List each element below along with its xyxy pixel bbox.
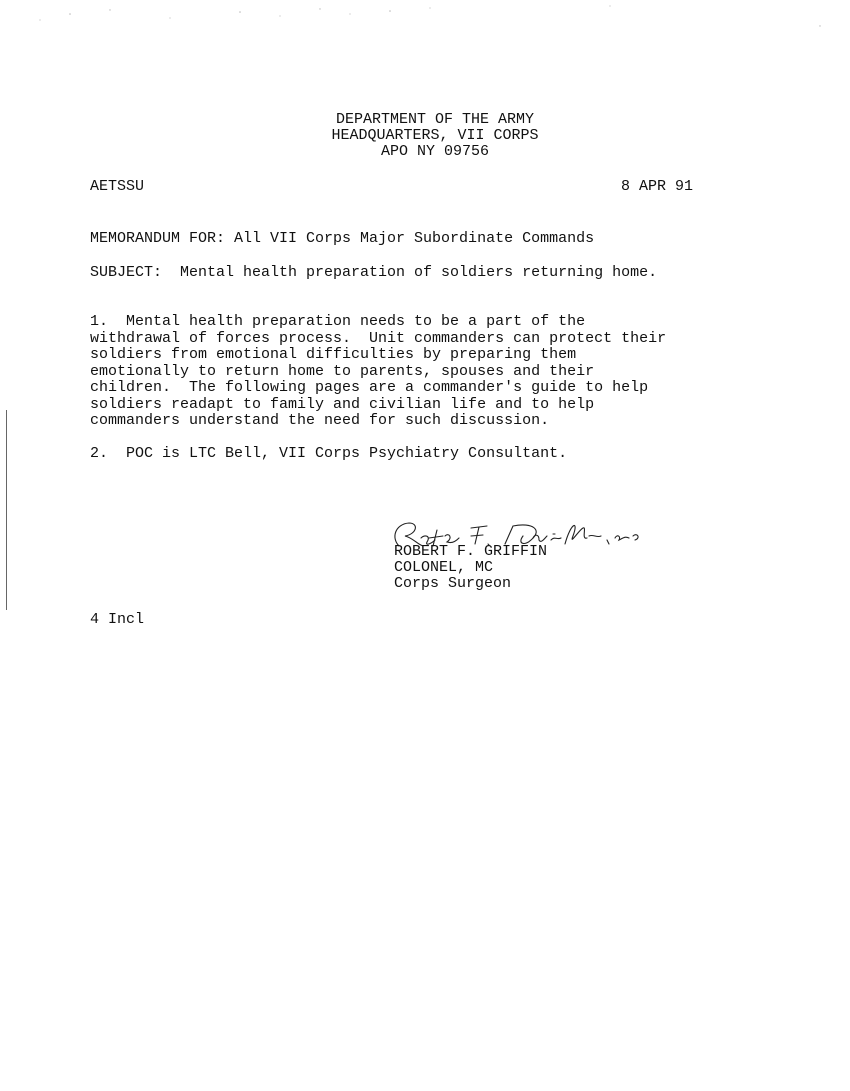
paragraph-1-line: commanders understand the need for such discussion. bbox=[90, 412, 550, 429]
memorandum-for: MEMORANDUM FOR: All VII Corps Major Subordinate Commands bbox=[90, 230, 595, 247]
letterhead bbox=[300, 112, 570, 160]
letterhead-department: DEPARTMENT OF THE ARMY bbox=[335, 111, 535, 128]
paragraph-1-line: 1. Mental health preparation needs to be a part of the bbox=[90, 313, 586, 330]
paragraph-1-line: children. The following pages are a commander's guide to help bbox=[90, 379, 649, 396]
signature-block bbox=[394, 544, 547, 592]
paragraph-1-line: soldiers from emotional difficulties by preparing them bbox=[90, 346, 577, 363]
subject-line: SUBJECT: Mental health preparation of soldiers returning home. bbox=[90, 264, 658, 281]
office-symbol: AETSSU bbox=[90, 178, 145, 195]
enclosures: 4 Incl bbox=[90, 611, 145, 628]
memo-date: 8 APR 91 bbox=[621, 178, 694, 195]
scan-noise-graphic bbox=[0, 0, 850, 40]
paragraph-1-line: emotionally to return home to parents, spouses and their bbox=[90, 362, 595, 380]
letterhead-address: APO NY 09756 bbox=[380, 143, 490, 160]
signer-rank: COLONEL, MC bbox=[394, 559, 494, 576]
signer-title: Corps Surgeon bbox=[394, 575, 512, 592]
paragraph-1 bbox=[90, 314, 770, 430]
paragraph-2: 2. POC is LTC Bell, VII Corps Psychiatry Consultant. bbox=[90, 445, 568, 462]
scan-margin-line bbox=[6, 410, 7, 610]
letterhead-headquarters: HEADQUARTERS, VII CORPS bbox=[331, 127, 539, 144]
paragraph-1-line: withdrawal of forces process. Unit commanders can protect their bbox=[90, 329, 667, 347]
scan-specks bbox=[0, 0, 850, 40]
paragraph-1-line: soldiers readapt to family and civilian life and to help bbox=[90, 395, 595, 413]
signer-name: ROBERT F. GRIFFIN bbox=[394, 543, 548, 560]
